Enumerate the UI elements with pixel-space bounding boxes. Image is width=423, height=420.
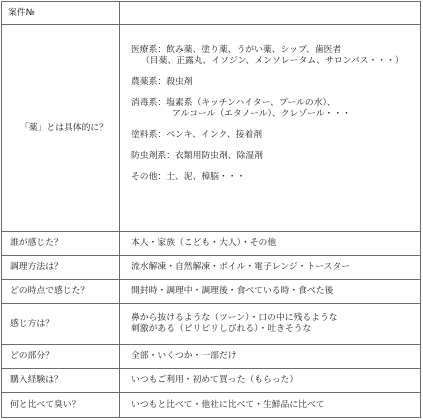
case-number-value <box>120 2 421 25</box>
inquiry-form-table <box>1 1 421 418</box>
table-row-sensation <box>2 304 421 345</box>
sensation-line1: 鼻から抜けるような（ツーン）・口の中に残るような <box>131 313 338 323</box>
table-row-timing <box>2 280 421 304</box>
comparison-value: いつもと比べて・他社に比べて・生鮮品に比べて <box>120 393 421 418</box>
drug-other-block <box>131 172 420 183</box>
cooking-method-value: 流水解凍・自然解凍・ボイル・電子レンジ・トースター <box>120 256 421 280</box>
table-row-case-number <box>2 2 421 25</box>
purchase-history-label: 購入経験は？ <box>2 369 120 393</box>
drug-detail-label: 「薬」とは具体的に？ <box>2 25 120 232</box>
sensation-value <box>120 304 421 345</box>
drug-medical-block <box>131 45 420 67</box>
case-number-label: 案件№ <box>2 2 120 25</box>
drug-pesticide-block <box>131 77 420 88</box>
drug-other-line: その他：土、泥、樟脳・・・ <box>131 172 246 182</box>
table-row-purchase-history <box>2 369 421 393</box>
who-label: 誰が感じた？ <box>2 232 120 256</box>
timing-value: 開封時・調理中・調理後・食べている時・食べた後 <box>120 280 421 304</box>
drug-disinfectant-block <box>131 98 420 120</box>
drug-disinfectant-line2: アルコール（エタノール）、クレゾール・・・ <box>172 109 351 119</box>
drug-medical-line1: 医療系：飲み薬、塗り薬、うがい薬、シップ、歯医者 <box>131 45 342 55</box>
drug-medical-line2: （目薬、正露丸、イソジン、メンソレータム、サロンパス・・・） <box>141 56 404 66</box>
table-row-part <box>2 345 421 369</box>
part-label: どの部分？ <box>2 345 120 369</box>
drug-detail-value <box>120 25 421 232</box>
table-row-comparison <box>2 393 421 418</box>
drug-pesticide-line: 農薬系：殺虫剤 <box>131 77 193 87</box>
sensation-label: 感じ方は？ <box>2 304 120 345</box>
comparison-label: 何と比べて臭い？ <box>2 393 120 418</box>
drug-paint-line: 塗料系：ペンキ、インク、接着剤 <box>131 130 263 140</box>
drug-insect-repellent-block <box>131 151 420 162</box>
table-row-drug-detail <box>2 25 421 232</box>
drug-disinfectant-line1: 消毒系：塩素系（キッチンハイター、プールの水）、 <box>131 98 336 108</box>
table-row-who <box>2 232 421 256</box>
timing-label: どの時点で感じた？ <box>2 280 120 304</box>
drug-insect-repellent-line: 防虫剤系：衣類用防虫剤、除湿剤 <box>131 151 263 161</box>
sensation-line2: 刺激がある（ピリピリしびれる）・吐きそうな <box>131 324 312 334</box>
purchase-history-value: いつもご利用・初めて買った（もらった） <box>120 369 421 393</box>
who-value: 本人・家族（こども・大人）・その他 <box>120 232 421 256</box>
part-value: 全部・いくつか・一部だけ <box>120 345 421 369</box>
drug-paint-block <box>131 130 420 141</box>
cooking-method-label: 調理方法は？ <box>2 256 120 280</box>
table-row-cooking-method <box>2 256 421 280</box>
